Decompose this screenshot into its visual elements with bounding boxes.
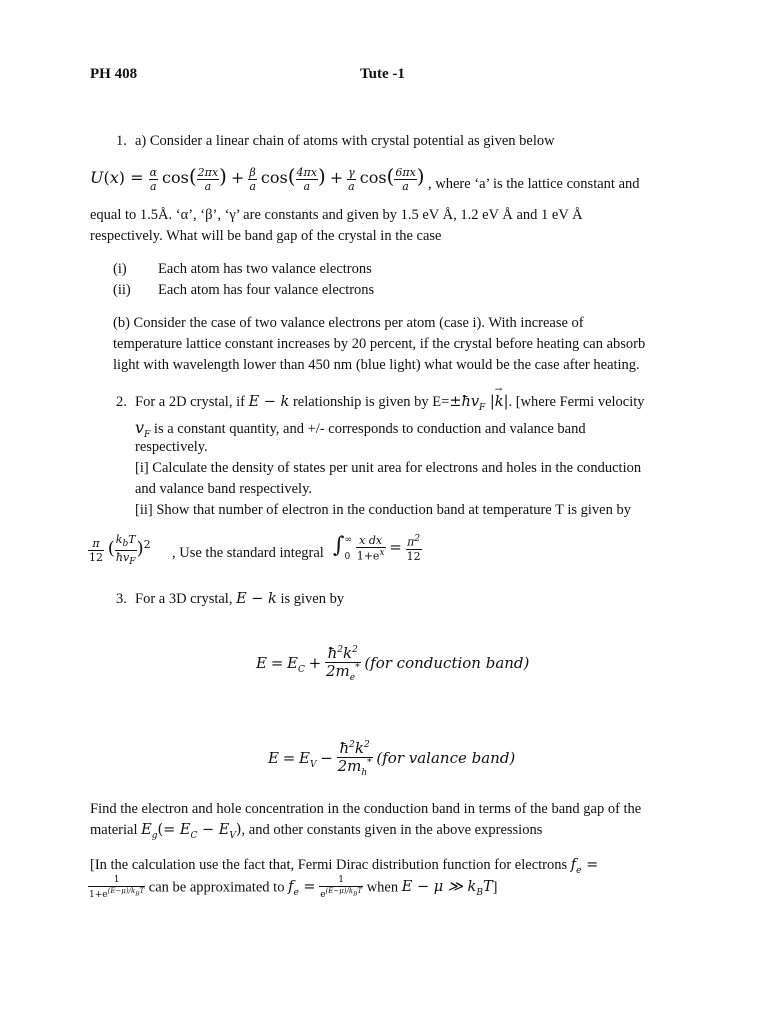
q2-result-tail: , Use the standard integral	[172, 545, 324, 561]
q2-line3: respectively.	[135, 439, 208, 455]
q2-ek-symbol: E − k	[248, 394, 290, 410]
q3-find-line1: Find the electron and hole concentration in the conduction band in terms of the band gap of the	[90, 801, 642, 817]
q2-part-i-line2: and valance band respectively.	[135, 481, 313, 497]
q1-equation-tail: , where ‘a’ is the lattice constant and	[428, 176, 640, 192]
q3-valance-equation: $E = E_V$ − $\frac{ħ^2k^2}{2m_h^*}$ (for valance band)	[268, 739, 516, 778]
q3-band-gap-expr: $E_g(= E_C - E_V)$	[141, 822, 242, 841]
q3-note-line1	[90, 857, 598, 876]
q1-part-b-line1: (b) Consider the case of two valance electrons per atom (case i). With increase of	[113, 315, 584, 331]
q2-line1-c: . [where Fermi velocity	[508, 394, 645, 410]
course-code: PH 408	[90, 66, 138, 82]
q3-find-line2	[90, 822, 542, 841]
q1-line3: respectively. What will be band gap of the crystal in the case	[90, 228, 442, 244]
q3-valance-label: (for valance band)	[376, 748, 516, 767]
q1-potential-equation: U(x) = $\frac{\alpha}{a}$ cos( $\frac{2\pi x}{a}$ ) + $\frac{\beta}{a}$ cos( $\frac{4\pi x}{a}$ ) + $\frac{\gamma}{a}$ cos( $\frac{6\pi x}{a}$ )	[90, 164, 425, 193]
q3-note-b: can be approximated to	[148, 879, 285, 896]
q2-line1-b: relationship is given by E=	[292, 394, 450, 410]
q1-intro: a) Consider a linear chain of atoms with crystal potential as given below	[135, 133, 555, 149]
q3-conduction-label: (for conduction band)	[364, 653, 530, 672]
q3-note-c: when	[366, 879, 399, 896]
q3-fe-symbol: $f_e$ =	[570, 857, 599, 876]
q3-ek-symbol: E − k	[236, 591, 277, 607]
q3-find-material: material	[90, 822, 138, 838]
q2-dispersion: $\pm ħv_F$ |k → |	[449, 385, 509, 413]
q1-case-i-label: (i)	[113, 261, 127, 277]
q2-part-i-line1: [i] Calculate the density of states per unit area for electrons and holes in the conduction	[135, 460, 642, 476]
q3-find-tail: , and other constants given in the above expressions	[241, 822, 543, 838]
q1-case-ii-label: (ii)	[113, 282, 131, 298]
q2-line1-a: For a 2D crystal, if	[135, 394, 245, 410]
q3-note-line2: $\frac{1}{1+e^{(E-\mu)/k_BT}}$ can be approximated to $f_e$ = $\frac{1}{e^{(E-\mu)/k_BT}}$ when E − μ ≫ $k_BT$]	[89, 875, 498, 900]
q2-line2	[135, 418, 586, 440]
q1-case-i-text: Each atom has two valance electrons	[158, 261, 372, 277]
q1-line2: equal to 1.5Å. ‘α’, ‘β’, ‘γ’ are constants and given by 1.5 eV Å, 1.2 eV Å and 1 eV Å	[90, 207, 583, 223]
q2-fermi-velocity-symbol: $v_F$	[135, 418, 151, 441]
q3-note-a: [In the calculation use the fact that, Fermi Dirac distribution function for electrons	[90, 857, 568, 873]
q1-case-ii-text: Each atom has four valance electrons	[158, 282, 375, 298]
q3-boltzmann-fraction: $\frac{1}{e^{(E-\mu)/k_BT}}$	[320, 875, 363, 900]
q3-conduction-equation: $E = E_C$ + $\frac{ħ^2k^2}{2m_e^*}$ (for conduction band)	[256, 644, 530, 683]
q3-fermi-dirac-fraction: $\frac{1}{1+e^{(E-\mu)/k_BT}}$	[89, 875, 145, 900]
q2-line2-b: is a constant quantity, and +/- corresponds to conduction and valance band	[153, 421, 586, 437]
q1-number: 1.	[116, 133, 127, 149]
q3-line1-a: For a 3D crystal,	[135, 591, 233, 607]
q2-standard-integral: ∫ ∞ 0 $\frac{\text{x dx}}{1+e^x}$ = $\frac{\pi^2}{12}$	[333, 533, 421, 563]
sheet-title: Tute -1	[360, 66, 405, 82]
q1-part-b-line2: temperature lattice constant increases by 20 percent, if the crystal before heating can absorb	[113, 336, 646, 352]
q3-condition: E − μ ≫ $k_BT$	[401, 879, 493, 899]
q2-number: 2.	[116, 394, 127, 410]
q2-line1	[135, 385, 645, 413]
q2-part-ii: [ii] Show that number of electron in the conduction band at temperature T is given by	[135, 502, 631, 518]
q3-line1	[135, 591, 344, 608]
q2-result-equation: $\frac{\pi}{12}$ ( $\frac{k_bT}{ħv_F}$ )$^2$	[89, 533, 151, 568]
q3-number: 3.	[116, 591, 127, 607]
q1-part-b-line3: light with wavelength lower than 450 nm (blue light) what would be the case after heating.	[113, 357, 640, 373]
q3-line1-b: is given by	[280, 591, 345, 607]
